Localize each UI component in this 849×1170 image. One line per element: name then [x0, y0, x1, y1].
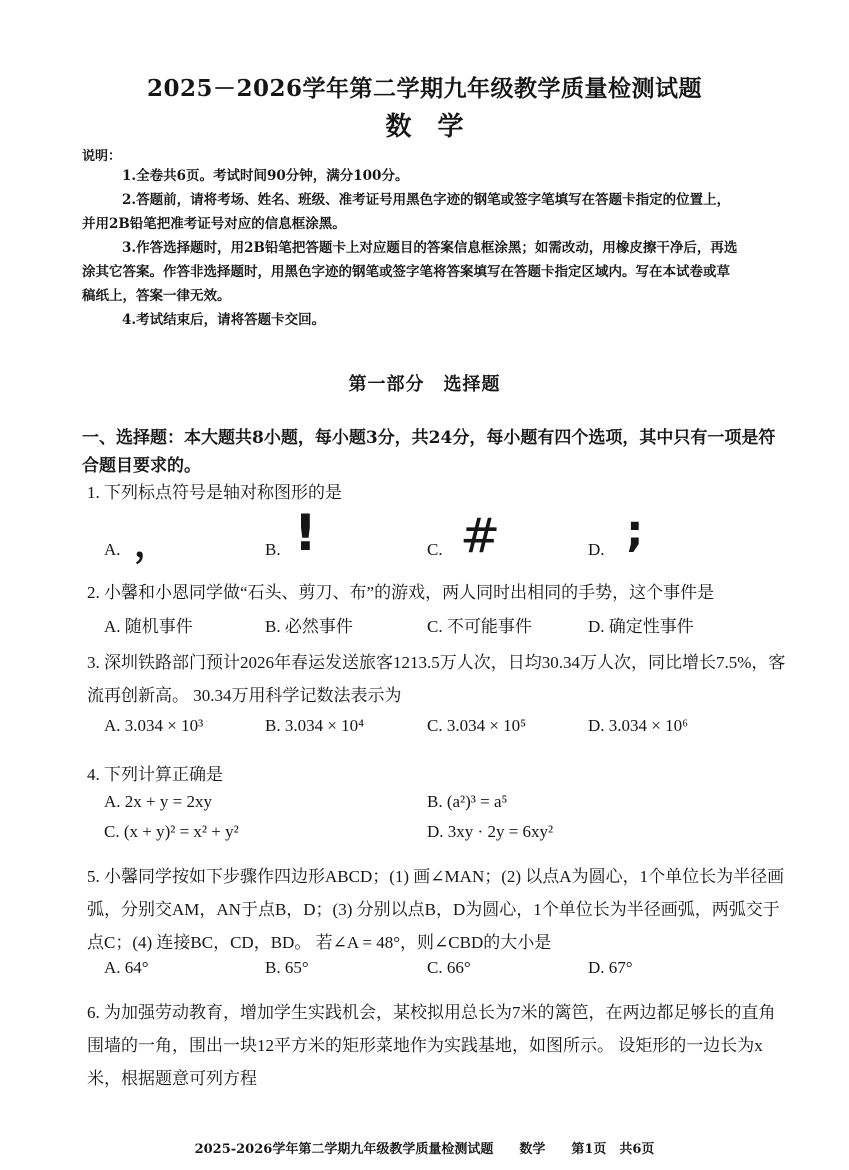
instruction-item: 2.答题前，请将考场、姓名、班级、准考证号用黑色字迹的钢笔或签字笔填写在答题卡指定的位置上，并用2B铅笔把准考证号对应的信息框涂黑。	[82, 192, 731, 232]
question-3	[87, 646, 792, 712]
option-d: D. 3xy · 2y = 6xy²	[427, 822, 554, 841]
option-b: B. 65°	[265, 958, 309, 977]
hash-symbol: #	[460, 508, 501, 564]
question-2-options	[104, 612, 794, 640]
option-c: C. (x + y)² = x² + y²	[104, 822, 239, 841]
question-stem: 2. 小馨和小恩同学做“石头、剪刀、布”的游戏，两人同时出相同的手势，这个事件是	[87, 583, 715, 602]
part-intro	[82, 424, 792, 480]
question-stem: 6. 为加强劳动教育，增加学生实践机会，某校拟用总长为7米的篱笆，在两边都足够长的直角围墙的一角，围出一块12平方米的矩形菜地作为实践基地，如图所示。 设矩形的一边长为x米，根据题意可列方程	[87, 1003, 776, 1088]
option-label: C.	[427, 540, 443, 559]
instructions-heading: 说明：	[82, 149, 122, 164]
question-5	[87, 860, 792, 959]
part-intro-text: 一、选择题：本大题共8小题，每小题3分，共24分，每小题有四个选项，其中只有一项是符合题目要求的。	[82, 428, 776, 476]
option-label: D.	[588, 540, 605, 559]
instructions	[82, 164, 742, 332]
exam-title: 2025－2026学年第二学期九年级教学质量检测试题	[146, 75, 703, 102]
question-stem: 1. 下列标点符号是轴对称图形的是	[87, 483, 342, 502]
option-a: A. 64°	[104, 958, 149, 977]
option-d: D. 3.034 × 10⁶	[588, 716, 689, 735]
question-3-options	[104, 716, 794, 744]
question-stem: 4. 下列计算正确是	[87, 765, 223, 784]
option-a: A. 2x + y = 2xy	[104, 792, 212, 811]
option-d: D. 67°	[588, 958, 633, 977]
section-title: 第一部分 选择题	[348, 374, 501, 395]
option-c: C. 66°	[427, 958, 471, 977]
question-6	[87, 996, 792, 1095]
question-2	[87, 576, 792, 609]
instruction-item: 3.作答选择题时，用2B铅笔把答题卡上对应题目的答案信息框涂黑；如需改动，用橡皮擦干净后，再选涂其它答案。作答非选择题时，用黑色字迹的钢笔或签字笔将答案填写在答题卡指定区域内。写在本试卷或草稿纸上，答案一律无效。	[82, 240, 738, 304]
comma-symbol: ，	[134, 524, 171, 565]
option-b: B. 3.034 × 10⁴	[265, 716, 365, 735]
option-a: A. 3.034 × 10³	[104, 716, 204, 735]
question-5-options	[104, 958, 794, 986]
option-c: C. 3.034 × 10⁵	[427, 716, 527, 735]
option-label: A.	[104, 540, 121, 559]
exclamation-symbol: !	[294, 504, 317, 562]
question-1	[87, 476, 792, 509]
question-4-options	[104, 792, 794, 852]
semicolon-symbol: ;	[626, 506, 644, 557]
option-a: A. 随机事件	[104, 617, 193, 636]
question-stem: 5. 小馨同学按如下步骤作四边形ABCD；(1) 画∠MAN；(2) 以点A为圆心，1个单位长为半径画弧，分别交AM，AN于点B，D；(3) 分别以点B，D为圆心，1个单位长为半径画弧，两弧交于点C；(4) 连接BC，CD，BD。 若∠A = 48°，则∠CBD的大小是	[87, 867, 785, 952]
option-b: B. (a²)³ = a⁵	[427, 792, 508, 811]
question-1-options	[104, 504, 794, 580]
option-c: C. 不可能事件	[427, 617, 532, 636]
question-4	[87, 758, 792, 791]
page-footer: 2025-2026学年第二学期九年级教学质量检测试题 数学 第1页 共6页	[194, 1142, 655, 1157]
instruction-item: 1.全卷共6页。考试时间90分钟，满分100分。	[122, 168, 409, 184]
option-label: B.	[265, 540, 281, 559]
instruction-item: 4.考试结束后，请将答题卡交回。	[122, 312, 326, 328]
option-b: B. 必然事件	[265, 617, 353, 636]
option-d: D. 确定性事件	[588, 617, 694, 636]
question-stem: 3. 深圳铁路部门预计2026年春运发送旅客1213.5万人次，日均30.34万人次，同比增长7.5%，客流再创新高。 30.34万用科学记数法表示为	[87, 653, 786, 705]
subject-title: 数学	[385, 112, 490, 142]
